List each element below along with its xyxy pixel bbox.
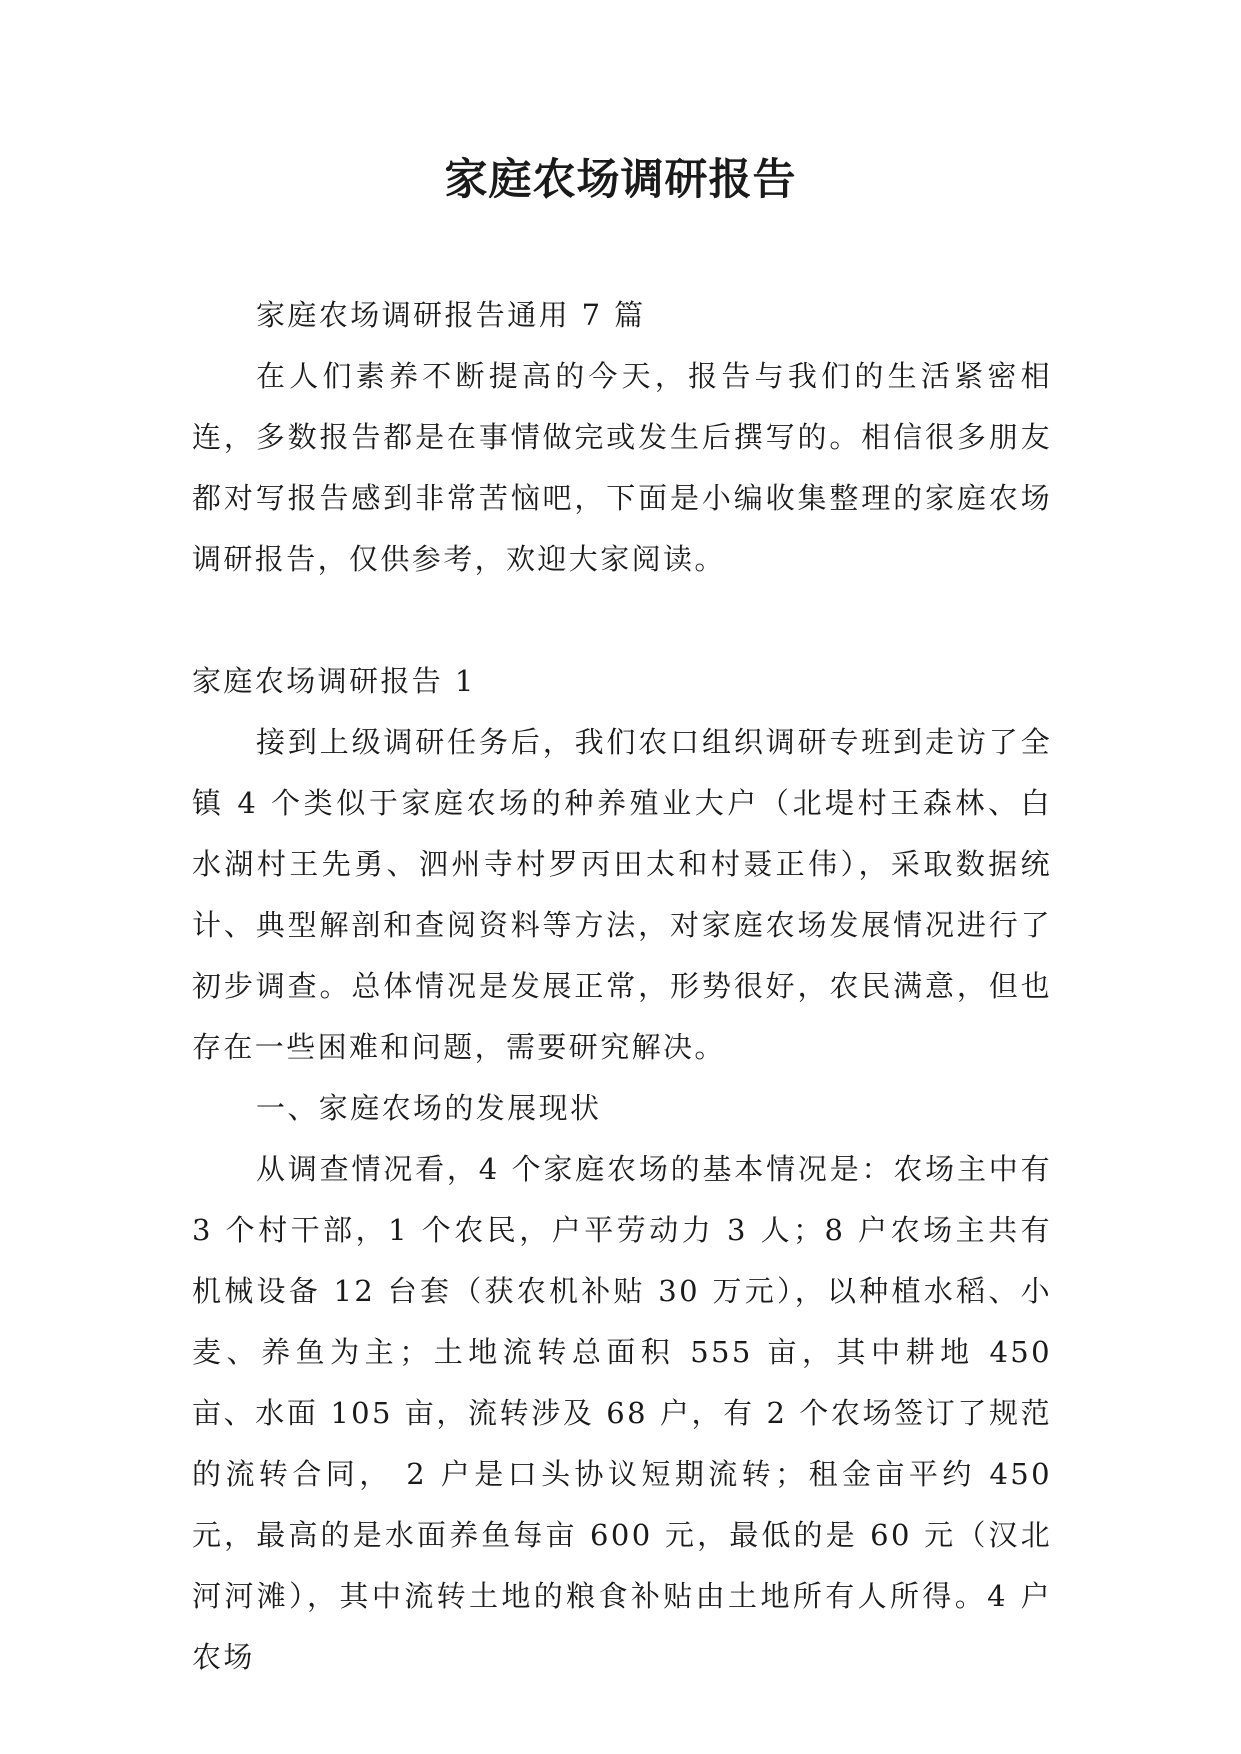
report1-heading: 家庭农场调研报告 1	[192, 664, 476, 698]
report1-paragraph2: 从调查情况看，4 个家庭农场的基本情况是：农场主中有 3 个村干部，1 个农民，户平劳动力 3 人；8 户农场主共有机械设备 12 台套（获农机补贴 30 万元），以种植水稻、小麦、养鱼为主；土地流转总面积 555 亩，其中耕地 450 亩、水面 105 亩，流转涉及 68 户，有 2 个农场签订了规范的流转合同， 2 户是口头协议短期流转；租金亩平约 450 元，最高的是水面养鱼每亩 600 元，最低的是 60 元（汉北河河滩），其中流转土地的粮食补贴由土地所有人所得。4 户农场	[192, 1152, 1052, 1674]
paragraph-gap	[192, 590, 1052, 651]
intro-paragraph: 在人们素养不断提高的今天，报告与我们的生活紧密相连，多数报告都是在事情做完或发生后撰写的。相信很多朋友都对写报告感到非常苦恼吧，下面是小编收集整理的家庭农场调研报告，仅供参考，欢迎大家阅读。	[192, 359, 1052, 576]
section-heading: 一、家庭农场的发展现状	[256, 1091, 602, 1125]
document-title: 家庭农场调研报告	[444, 155, 797, 205]
document-body	[192, 285, 1052, 1688]
intro-subtitle: 家庭农场调研报告通用 7 篇	[256, 298, 646, 332]
report1-paragraph1: 接到上级调研任务后，我们农口组织调研专班到走访了全镇 4 个类似于家庭农场的种养殖业大户（北堤村王森林、白水湖村王先勇、泗州寺村罗丙田太和村聂正伟），采取数据统计、典型解剖和查阅资料等方法，对家庭农场发展情况进行了初步调查。总体情况是发展正常，形势很好，农民满意，但也存在一些困难和问题，需要研究解决。	[192, 725, 1052, 1064]
